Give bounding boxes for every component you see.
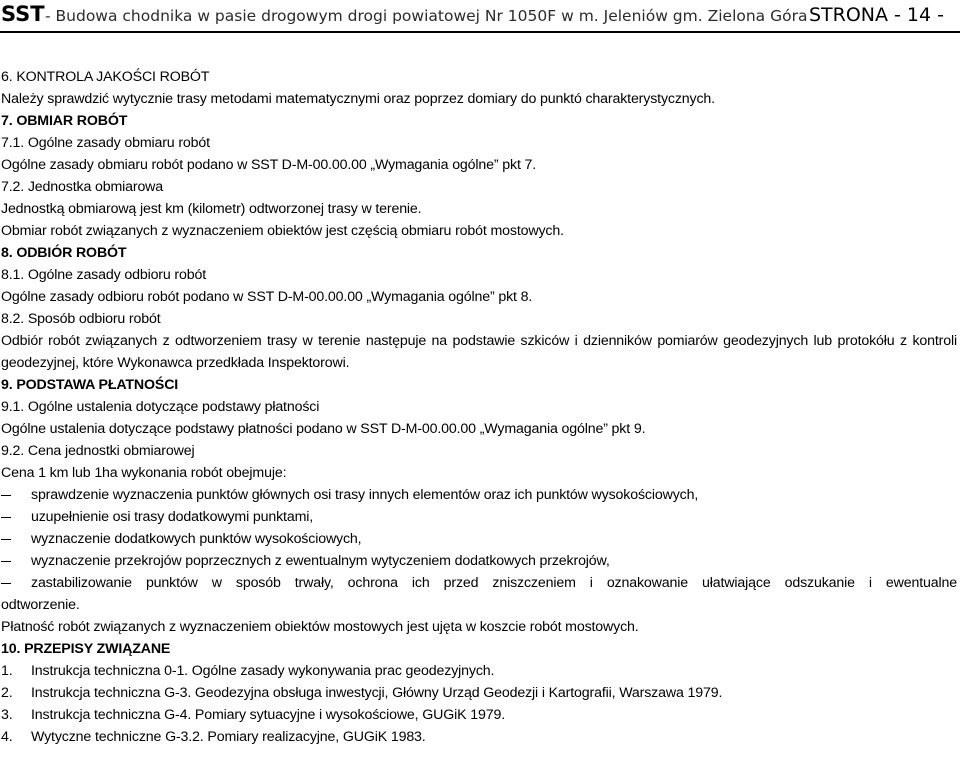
document-body (1, 66, 957, 748)
dash-bullet (1, 550, 31, 572)
list-item (1, 550, 957, 572)
section-9-heading: 9. PODSTAWA PŁATNOŚCI (1, 377, 179, 393)
reference-item (1, 660, 957, 682)
section-7-heading: 7. OBMIAR ROBÓT (1, 113, 128, 129)
section-9-2-heading: 9.2. Cena jednostki obmiarowej (1, 443, 195, 459)
dash-bullet (1, 572, 31, 594)
section-7-2-heading: 7.2. Jednostka obmiarowa (1, 179, 164, 195)
section-8-1-heading: 8.1. Ogólne zasady odbioru robót (1, 267, 206, 283)
section-8-heading: 8. ODBIÓR ROBÓT (1, 245, 127, 261)
list-item (1, 484, 957, 506)
header-page-number: STRONA - 14 - (808, 4, 944, 26)
reference-text: Instrukcja techniczna G-4. Pomiary sytuacyjne i wysokościowe, GUGiK 1979. (31, 707, 505, 723)
list-item-text: wyznaczenie dodatkowych punktów wysokościowych, (31, 531, 362, 547)
list-item-text: uzupełnienie osi trasy dodatkowymi punktami, (31, 509, 314, 525)
list-item (1, 506, 957, 528)
reference-number: 1. (1, 663, 13, 679)
section-6-text: Należy sprawdzić wytycznie trasy metodami matematycznymi oraz poprzez domiary do punktó charakterystycznych. (1, 91, 715, 107)
reference-number: 3. (1, 707, 13, 723)
reference-item (1, 726, 957, 748)
reference-number: 2. (1, 685, 13, 701)
section-7-2-text-2: Obmiar robót związanych z wyznaczeniem obiektów jest częścią obmiaru robót mostowych. (1, 223, 564, 239)
section-9-2-payment: Płatność robót związanych z wyznaczeniem obiektów mostowych jest ujęta w koszcie robót mostowych. (1, 619, 639, 635)
section-9-1-heading: 9.1. Ogólne ustalenia dotyczące podstawy płatności (1, 399, 320, 415)
list-item-text: wyznaczenie przekrojów poprzecznych z ewentualnym wytyczeniem dodatkowych przekrojów, (31, 553, 610, 569)
section-6-heading: 6. KONTROLA JAKOŚCI ROBÓT (1, 69, 210, 85)
reference-text: Instrukcja techniczna G-3. Geodezyjna obsługa inwestycji, Główny Urząd Geodezji i Kartografii, Warszawa 1979. (31, 685, 723, 701)
dash-bullet (1, 506, 31, 528)
section-7-2-text-1: Jednostką obmiarową jest km (kilometr) odtworzonej trasy w terenie. (1, 201, 422, 217)
section-9-1-text: Ogólne ustalenia dotyczące podstawy płatności podano w SST D-M-00.00.00 „Wymagania ogólne” pkt 9. (1, 421, 646, 437)
section-10-heading: 10. PRZEPISY ZWIĄZANE (1, 641, 171, 657)
dash-bullet (1, 528, 31, 550)
reference-text: Instrukcja techniczna 0-1. Ogólne zasady wykonywania prac geodezyjnych. (31, 663, 495, 679)
reference-number: 4. (1, 729, 13, 745)
list-item-continuation: odtworzenie. (1, 597, 80, 613)
dash-bullet (1, 484, 31, 506)
section-8-2-heading: 8.2. Sposób odbioru robót (1, 311, 161, 327)
reference-text: Wytyczne techniczne G-3.2. Pomiary realizacyjne, GUGiK 1983. (31, 729, 426, 745)
page-header (0, 0, 960, 33)
reference-item (1, 704, 957, 726)
section-7-1-heading: 7.1. Ogólne zasady obmiaru robót (1, 135, 210, 151)
section-8-1-text: Ogólne zasady odbioru robót podano w SST D-M-00.00.00 „Wymagania ogólne” pkt 8. (1, 289, 533, 305)
header-title: - Budowa chodnika w pasie drogowym drogi powiatowej Nr 1050F w m. Jeleniów gm. Zielona Góra (45, 7, 808, 25)
reference-item (1, 682, 957, 704)
list-item (1, 528, 957, 550)
list-item-text: sprawdzenie wyznaczenia punktów głównych osi trasy innych elementów oraz ich punktów wysokościowych, (31, 487, 699, 503)
list-item (1, 572, 957, 594)
section-8-2-text: Odbiór robót związanych z odtworzeniem trasy w terenie następuje na podstawie szkiców i dzienników pomiarów geodezyjnych lub protokółu z kontroli geodezyjnej, które Wykonawca przedkłada Inspektorowi. (1, 333, 957, 371)
section-7-1-text: Ogólne zasady obmiaru robót podano w SST D-M-00.00.00 „Wymagania ogólne” pkt 7. (1, 157, 537, 173)
list-item-text: zastabilizowanie punktów w sposób trwały, ochrona ich przed zniszczeniem i oznakowanie ułatwiające odszukanie i ewentualne (31, 575, 957, 591)
section-9-2-intro: Cena 1 km lub 1ha wykonania robót obejmuje: (1, 465, 287, 481)
header-sst-label: SST (1, 2, 45, 26)
